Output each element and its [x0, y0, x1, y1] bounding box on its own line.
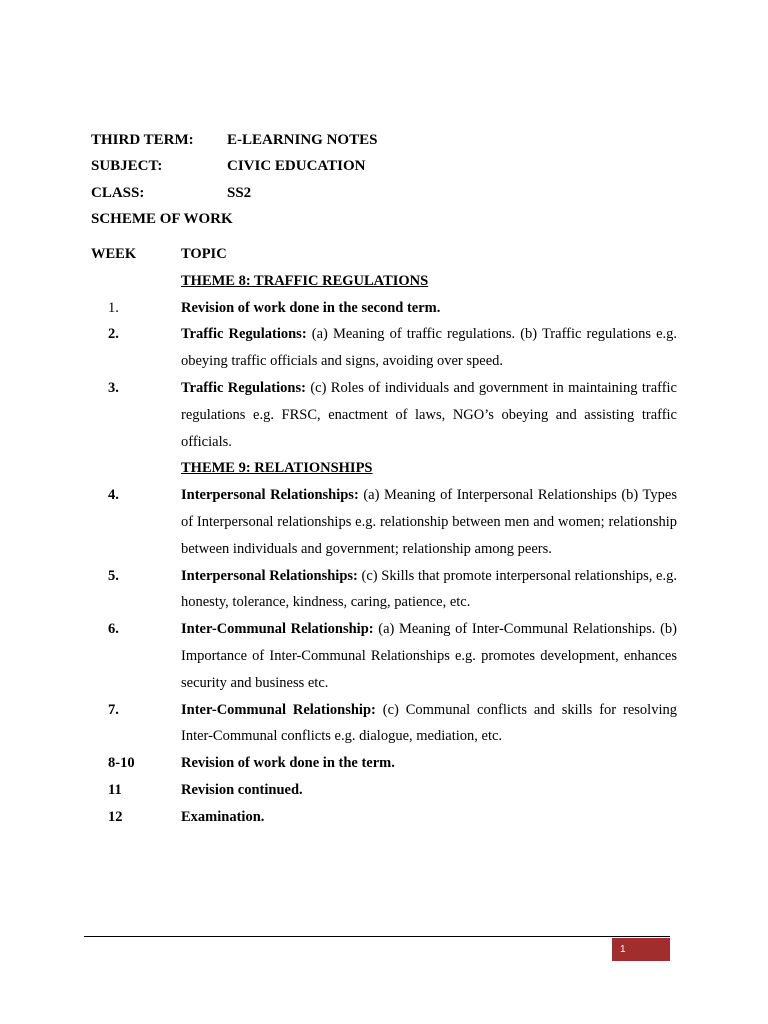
topic-column-header: TOPIC	[181, 246, 227, 262]
term-label: THIRD TERM:	[91, 131, 194, 148]
term-value: E-LEARNING NOTES	[227, 131, 378, 148]
topic-text: (a) Meaning of Interpersonal Relationships (b) Types of Interpersonal relationships e.g. relationship between men and women; relationship between individuals and government; relationship among peers.	[181, 487, 677, 557]
topic-title: Traffic Regulations:	[181, 326, 307, 343]
topic-title: Inter-Communal Relationship:	[181, 701, 376, 718]
topic-text: (c) Roles of individuals and government in maintaining traffic regulations e.g. FRSC, enactment of laws, NGO’s obeying and assisting traffic officials.	[181, 379, 677, 450]
topic-text: (c) Skills that promote interpersonal relationships, e.g. honesty, tolerance, kindness, caring, patience, etc.	[181, 567, 677, 611]
class-label: CLASS:	[91, 184, 145, 201]
subject-row	[91, 154, 691, 181]
table-row	[91, 295, 677, 322]
topic-title: Revision of work done in the second term.	[181, 299, 441, 316]
week-number: 8-10	[108, 755, 135, 772]
week-number: 1.	[108, 299, 119, 316]
topic-text: (a) Meaning of Inter-Communal Relationships. (b) Importance of Inter-Communal Relationships e.g. promotes development, enhances security and business etc.	[181, 621, 677, 691]
table-row	[91, 777, 677, 804]
table-header-row	[91, 241, 677, 268]
table-row	[91, 804, 677, 831]
scheme-table	[91, 241, 677, 831]
scheme-title: SCHEME OF WORK	[91, 211, 233, 228]
table-row	[91, 563, 677, 617]
topic-title: Interpersonal Relationships:	[181, 487, 359, 504]
table-row	[91, 482, 677, 562]
week-number: 12	[108, 808, 123, 825]
theme-9-heading: THEME 9: RELATIONSHIPS	[181, 460, 373, 477]
page-number: 1	[612, 938, 670, 961]
week-number: 11	[108, 781, 122, 798]
theme-8-heading: THEME 8: TRAFFIC REGULATIONS	[181, 272, 429, 289]
topic-text: (c) Communal conflicts and skills for resolving Inter-Communal conflicts e.g. dialogue, mediation, etc.	[181, 701, 677, 745]
week-number: 3.	[108, 379, 119, 396]
week-number: 7.	[108, 701, 119, 718]
class-value: SS2	[227, 184, 252, 201]
term-row	[91, 127, 691, 154]
theme-row	[91, 268, 677, 295]
topic-title: Traffic Regulations:	[181, 379, 306, 396]
topic-title: Revision of work done in the term.	[181, 755, 395, 772]
table-row	[91, 750, 677, 777]
week-number: 5.	[108, 567, 119, 584]
table-row	[91, 616, 677, 696]
topic-title: Interpersonal Relationships:	[181, 567, 358, 584]
topic-text: (a) Meaning of traffic regulations. (b) Traffic regulations e.g. obeying traffic officials and signs, avoiding over speed.	[181, 326, 678, 370]
table-row	[91, 697, 677, 751]
theme-row	[91, 455, 677, 482]
table-row	[91, 321, 677, 375]
week-number: 2.	[108, 326, 119, 343]
week-number: 6.	[108, 621, 119, 638]
week-number: 4.	[108, 487, 119, 504]
class-row	[91, 180, 691, 207]
topic-title: Inter-Communal Relationship:	[181, 621, 374, 638]
subject-value: CIVIC EDUCATION	[227, 158, 366, 175]
document-header	[91, 127, 691, 233]
table-row	[91, 375, 677, 455]
subject-label: SUBJECT:	[91, 158, 163, 175]
topic-title: Examination.	[181, 808, 265, 825]
topic-title: Revision continued.	[181, 781, 303, 798]
week-column-header: WEEK	[91, 246, 137, 262]
footer-divider	[84, 936, 670, 937]
